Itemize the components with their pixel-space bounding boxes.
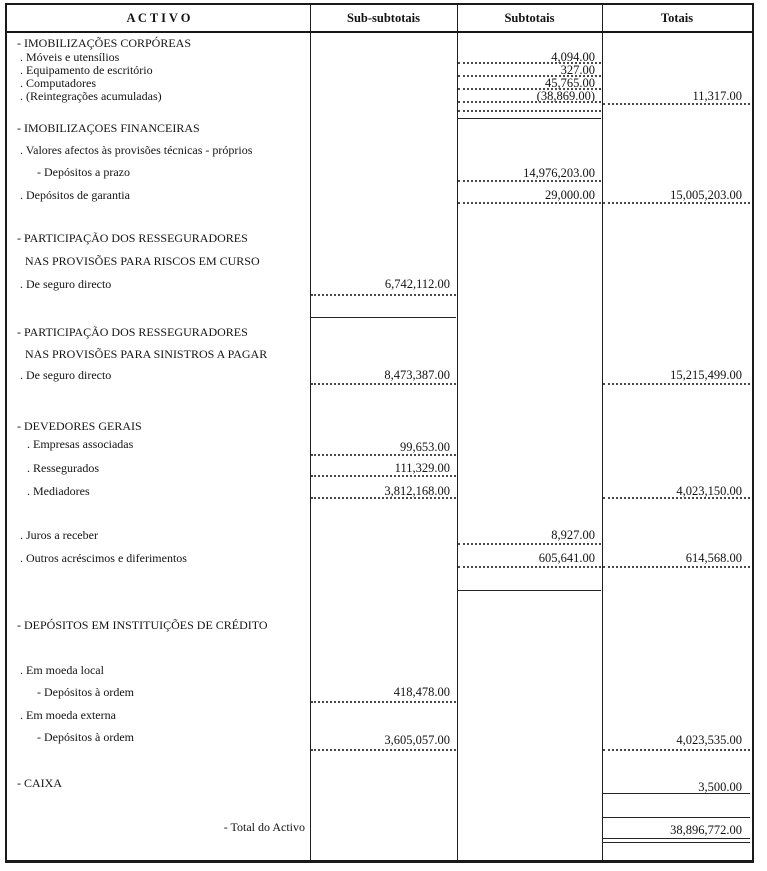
rule-dotted (311, 475, 456, 477)
rule-dotted (603, 749, 750, 751)
section-title: - CAIXA (17, 776, 62, 790)
rule-solid (603, 838, 750, 839)
rule-dotted (458, 202, 601, 204)
cell-total: 11,317.00 (692, 89, 742, 103)
section-title-cont: NAS PROVISÕES PARA SINISTROS A PAGAR (25, 347, 268, 361)
cell-sub-subtotal: 3,605,057.00 (384, 733, 450, 747)
cell-grand-total: 38,896,772.00 (670, 823, 742, 837)
column-divider (602, 5, 603, 860)
row-label: . Em moeda local (20, 663, 104, 677)
section-title: - DEVEDORES GERAIS (17, 419, 142, 433)
section-title: - IMOBILIZAÇÕES CORPÓREAS (17, 36, 192, 50)
section-title-cont: NAS PROVISÕES PARA RISCOS EM CURSO (25, 254, 260, 268)
cell-subtotal: 29,000.00 (545, 188, 595, 202)
cell-subtotal: 4,094.00 (551, 50, 595, 64)
row-label: . Valores afectos às provisões técnicas - próprios (20, 143, 253, 157)
row-label: . Ressegurados (27, 461, 99, 475)
row-label: . Juros a receber (20, 528, 98, 542)
section-title: - PARTICIPAÇÃO DOS RESSEGURADORES (17, 325, 248, 339)
cell-sub-subtotal: 8,473,387.00 (384, 368, 450, 382)
row-label: . Empresas associadas (27, 437, 134, 451)
table-header-row (7, 5, 752, 33)
rule-dotted (603, 497, 750, 499)
row-label: . Computadores (20, 76, 96, 90)
column-header-subtotais: Subtotais (504, 10, 555, 25)
rule-dotted (458, 62, 601, 64)
row-label: . De seguro directo (20, 277, 112, 291)
column-header-totais: Totais (660, 10, 694, 25)
rule-solid (458, 118, 601, 119)
row-label: . Móveis e utensílios (20, 50, 120, 64)
rule-solid (603, 817, 750, 818)
rule-dotted (311, 701, 456, 703)
rule-dotted (603, 566, 750, 568)
cell-total: 15,005,203.00 (670, 188, 742, 202)
row-label: . De seguro directo (20, 368, 112, 382)
rule-solid (458, 590, 601, 591)
rule-dotted (458, 101, 601, 103)
section-title: - DEPÓSITOS EM INSTITUIÇÕES DE CRÉDITO (17, 618, 268, 632)
cell-subtotal: 14,976,203.00 (523, 166, 595, 180)
column-header-activo: A C T I V O (126, 10, 191, 25)
row-label: . Depósitos de garantia (20, 188, 130, 202)
cell-sub-subtotal: 3,812,168.00 (384, 484, 450, 498)
cell-subtotal: 45,765.00 (545, 76, 595, 90)
cell-total: 614,568.00 (685, 551, 742, 565)
cell-total: 4,023,150.00 (676, 484, 742, 498)
rule-dotted (458, 110, 601, 112)
row-label: - Depósitos à ordem (37, 685, 134, 699)
cell-subtotal: 327.00 (560, 63, 595, 77)
rule-dotted (458, 88, 601, 90)
cell-total: 4,023,535.00 (676, 733, 742, 747)
cell-total: 3,500.00 (698, 780, 742, 794)
row-label: - Depósitos à ordem (37, 730, 134, 744)
rule-dotted (603, 103, 750, 105)
row-label: . (Reintegrações acumuladas) (20, 89, 162, 103)
rule-dotted (311, 383, 456, 385)
section-title: - PARTICIPAÇÃO DOS RESSEGURADORES (17, 231, 248, 245)
row-label: . Outros acréscimos e diferimentos (20, 551, 187, 565)
cell-total: 15,215,499.00 (670, 368, 742, 382)
column-divider (457, 5, 458, 860)
rule-dotted (311, 454, 456, 456)
rule-dotted (458, 75, 601, 77)
rule-dotted (458, 543, 601, 545)
column-divider (310, 5, 311, 860)
cell-subtotal: 8,927.00 (551, 528, 595, 542)
row-label: . Em moeda externa (20, 708, 116, 722)
row-label: . Mediadores (27, 484, 90, 498)
rule-dotted (311, 294, 456, 296)
rule-dotted (458, 180, 601, 182)
row-label: . Equipamento de escritório (20, 63, 153, 77)
rule-dotted (603, 202, 750, 204)
cell-subtotal: 605,641.00 (538, 551, 595, 565)
activo-table (5, 3, 754, 863)
row-label: - Depósitos a prazo (37, 165, 130, 179)
rule-dotted (311, 497, 456, 499)
rule-dotted (311, 749, 456, 751)
cell-subtotal: (38,869.00) (536, 89, 595, 103)
rule-dotted (603, 383, 750, 385)
cell-sub-subtotal: 6,742,112.00 (384, 277, 450, 291)
cell-sub-subtotal: 111,329.00 (394, 461, 450, 475)
rule-solid (603, 793, 750, 794)
rule-dotted (458, 566, 601, 568)
total-row-label: - Total do Activo (223, 820, 305, 834)
cell-sub-subtotal: 418,478.00 (393, 685, 450, 699)
cell-sub-subtotal: 99,653.00 (400, 440, 450, 454)
column-header-sub-subtotais: Sub-subtotais (347, 10, 420, 25)
section-title: - IMOBILIZAÇOES FINANCEIRAS (17, 121, 200, 135)
rule-solid (603, 842, 750, 843)
rule-solid (311, 317, 456, 318)
